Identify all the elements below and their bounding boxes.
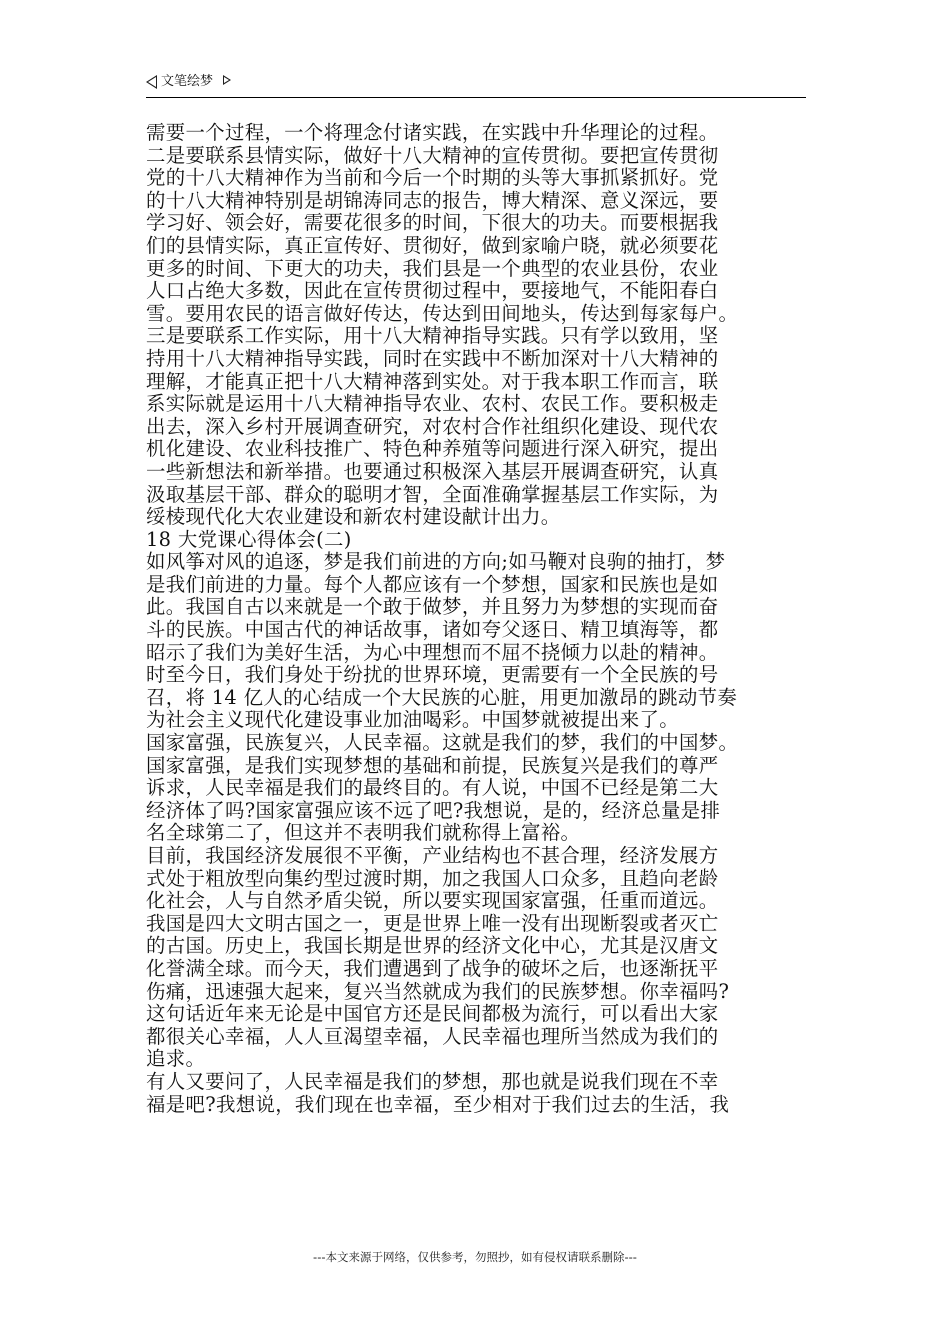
text-line: 有人又要问了，人民幸福是我们的梦想，那也就是说我们现在不幸	[146, 1069, 719, 1093]
header-brand: 文笔绘梦	[161, 74, 214, 89]
text-line: 为社会主义现代化建设事业加油喝彩。中国梦就被提出来了。	[146, 708, 679, 732]
text-line: 名全球第二了，但这并不表明我们就称得上富裕。	[146, 821, 581, 845]
text-line: 绥棱现代化大农业建设和新农村建设献计出力。	[146, 505, 561, 529]
text-line: 诉求，人民幸福是我们的最终目的。有人说，中国不已经是第二大	[146, 776, 719, 800]
text-line: 机化建设、农业科技推广、特色种养殖等问题进行深入研究，提出	[146, 437, 719, 461]
text-line: 汲取基层干部、群众的聪明才智，全面准确掌握基层工作实际，为	[146, 482, 719, 506]
text-line: 雪。要用农民的语言做好传达，传达到田间地头，传达到每家每户。	[146, 301, 739, 325]
text-line: 的十八大精神特别是胡锦涛同志的报告，博大精深、意义深远，要	[146, 188, 719, 212]
text-line: 化誉满全球。而今天，我们遭遇到了战争的破坏之后，也逐渐抚平	[146, 956, 719, 980]
text-line: 我国是四大文明古国之一，更是世界上唯一没有出现断裂或者灭亡	[146, 911, 719, 935]
text-line: 如风筝对风的追逐，梦是我们前进的方向;如马鞭对良驹的抽打，梦	[146, 550, 726, 574]
triangle-right-icon	[223, 75, 231, 85]
text-line: 18 大党课心得体会(二)	[146, 527, 352, 551]
document-body	[146, 122, 816, 1116]
text-line: 国家富强，民族复兴，人民幸福。这就是我们的梦，我们的中国梦。	[146, 731, 739, 755]
text-line: 此。我国自古以来就是一个敢于做梦，并且努力为梦想的实现而奋	[146, 595, 719, 619]
text-line: 人口占绝大多数，因此在宣传贯彻过程中，要接地气，不能阳春白	[146, 279, 719, 303]
text-line: 国家富强，是我们实现梦想的基础和前提，民族复兴是我们的尊严	[146, 753, 719, 777]
text-line: 目前，我国经济发展很不平衡，产业结构也不甚合理，经济发展方	[146, 844, 719, 867]
text-line: 时至今日，我们身处于纷扰的世界环境，更需要有一个全民族的号	[146, 663, 719, 687]
text-line: 伤痛，迅速强大起来，复兴当然就成为我们的民族梦想。你幸福吗?	[146, 979, 730, 1003]
text-line: 二是要联系县情实际，做好十八大精神的宣传贯彻。要把宣传贯彻	[146, 143, 719, 167]
footer-disclaimer: ---本文来源于网络，仅供参考，勿照抄，如有侵权请联系删除---	[313, 1250, 637, 1264]
text-line: 系实际就是运用十八大精神指导农业、农村、农民工作。要积极走	[146, 392, 719, 416]
text-line: 追求。	[146, 1047, 206, 1071]
text-line: 三是要联系工作实际，用十八大精神指导实践。只有学以致用，坚	[146, 324, 719, 348]
text-line: 们的县情实际，真正宣传好、贯彻好，做到家喻户晓，就必须要花	[146, 233, 719, 257]
text-line: 需要一个过程，一个将理念付诸实践，在实践中升华理论的过程。	[146, 121, 719, 144]
text-line: 学习好、领会好，需要花很多的时间，下很大的功夫。而要根据我	[146, 211, 719, 235]
text-line: 更多的时间、下更大的功夫，我们县是一个典型的农业县份，农业	[146, 256, 719, 280]
text-line: 经济体了吗?国家富强应该不远了吧?我想说，是的，经济总量是排	[146, 798, 721, 822]
text-line: 持用十八大精神指导实践，同时在实践中不断加深对十八大精神的	[146, 346, 719, 370]
text-line: 这句话近年来无论是中国官方还是民间都极为流行，可以看出大家	[146, 1002, 719, 1026]
text-line: 召，将 14 亿人的心结成一个大民族的心脏，用更加激昂的跳动节奏	[146, 685, 738, 709]
text-line: 一些新想法和新举措。也要通过积极深入基层开展调查研究，认真	[146, 459, 719, 483]
text-line: 出去，深入乡村开展调查研究，对农村合作社组织化建设、现代农	[146, 414, 719, 438]
text-line: 斗的民族。中国古代的神话故事，诸如夸父逐日、精卫填海等，都	[146, 618, 719, 642]
text-line: 理解，才能真正把十八大精神落到实处。对于我本职工作而言，联	[146, 369, 719, 393]
text-line: 式处于粗放型向集约型过渡时期，加之我国人口众多，且趋向老龄	[146, 866, 719, 890]
text-line: 化社会，人与自然矛盾尖锐，所以要实现国家富强，任重而道远。	[146, 889, 719, 913]
page-header	[146, 73, 806, 98]
text-line: 的古国。历史上，我国长期是世界的经济文化中心，尤其是汉唐文	[146, 934, 719, 958]
text-line: 是我们前进的力量。每个人都应该有一个梦想，国家和民族也是如	[146, 572, 719, 596]
triangle-left-icon	[146, 75, 157, 89]
text-line: 昭示了我们为美好生活，为心中理想而不屈不挠倾力以赴的精神。	[146, 640, 719, 664]
text-line: 党的十八大精神作为当前和今后一个时期的头等大事抓紧抓好。党	[146, 166, 719, 190]
text-line: 都很关心幸福，人人亘渴望幸福，人民幸福也理所当然成为我们的	[146, 1024, 719, 1048]
text-line: 福是吧?我想说，我们现在也幸福，至少相对于我们过去的生活，我	[146, 1092, 730, 1116]
